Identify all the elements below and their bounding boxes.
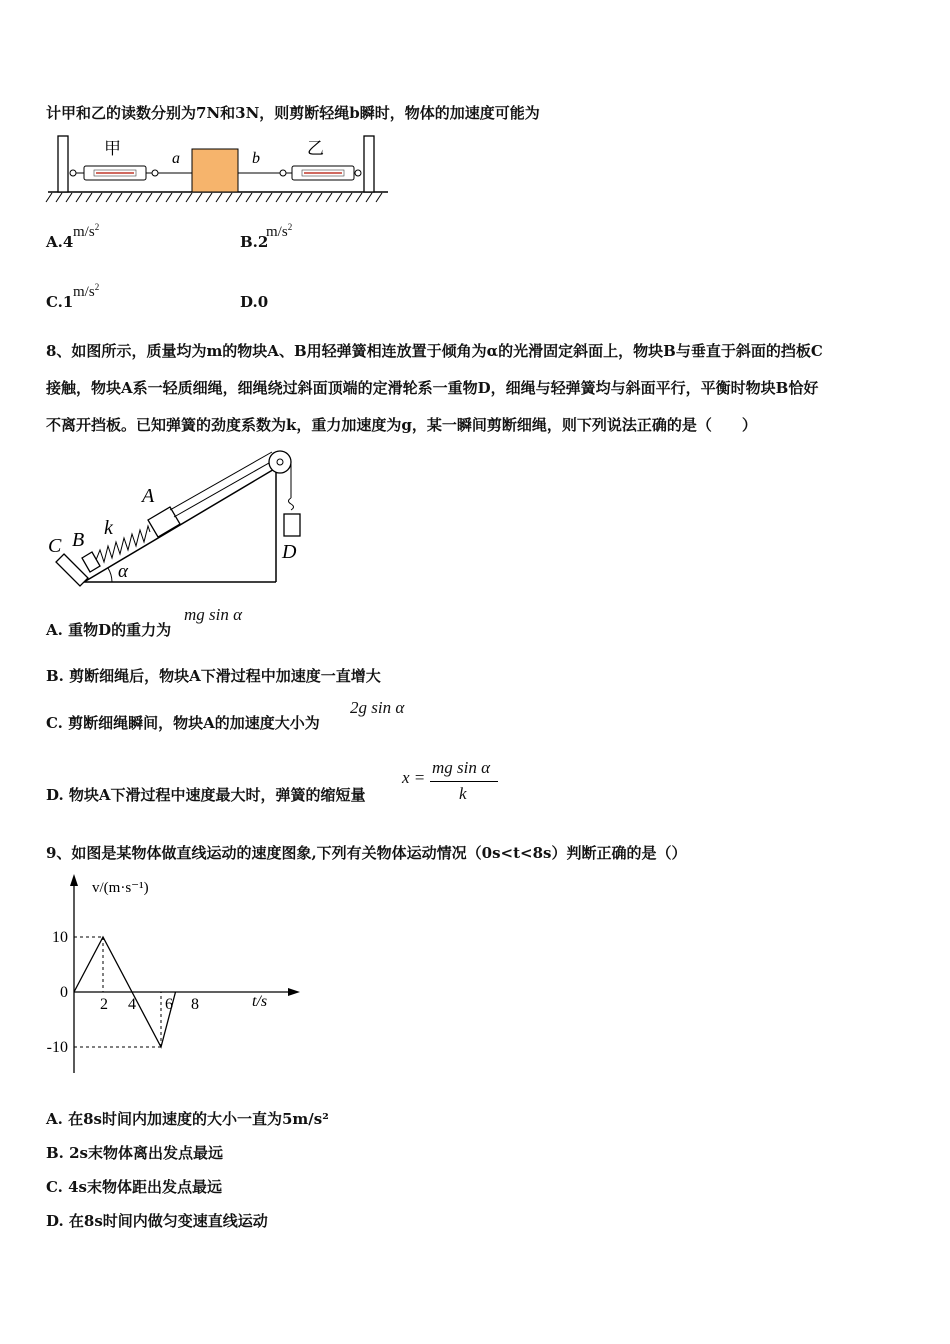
x-tick-label: 8	[191, 996, 199, 1013]
q7-figure	[44, 132, 390, 210]
x-tick-label: 6	[165, 996, 173, 1013]
label-rope-b: b	[252, 150, 260, 167]
q7-option-b[interactable]: B.2	[240, 233, 269, 251]
y-tick-label: 10	[52, 929, 68, 946]
x-axis-label: t/s	[252, 993, 268, 1010]
y-axis-label: v/(m·s⁻¹)	[92, 880, 149, 896]
q8-option-d[interactable]: D. 物块A下滑过程中速度最大时，弹簧的缩短量	[46, 786, 366, 804]
q7-option-d[interactable]: D.0	[240, 293, 269, 311]
q7-option-c[interactable]: C.1	[46, 293, 74, 311]
x-tick-label: 4	[128, 996, 136, 1013]
q8-option-d-fraction-bar	[430, 781, 498, 782]
label-a: A	[142, 485, 155, 507]
q7-option-a[interactable]: A.4	[46, 233, 74, 251]
y-tick-label: -10	[46, 1039, 68, 1056]
q9-stem: 9、如图是某物体做直线运动的速度图象,下列有关物体运动情况（0s<t<8s）判断正确的是（）	[46, 844, 687, 862]
q9-option-d[interactable]: D. 在8s时间内做匀变速直线运动	[46, 1212, 268, 1230]
q9-option-c[interactable]: C. 4s末物体距出发点最远	[46, 1178, 223, 1196]
q8-option-c-formula: 2g sin α	[350, 698, 405, 717]
q8-option-a-formula: mg sin α	[184, 605, 243, 624]
q8-option-a[interactable]: A. 重物D的重力为	[46, 621, 172, 639]
y-axis-arrow	[70, 874, 78, 886]
q8-option-d-lhs: x =	[402, 768, 426, 787]
q8-option-d-numerator: mg sin α	[432, 758, 491, 777]
label-d: D	[282, 541, 297, 563]
q8-option-d-denominator: k	[459, 784, 467, 803]
label-c: C	[48, 535, 62, 557]
q7-option-a-unit: $m/s^2$	[73, 222, 100, 240]
label-jia: 甲	[104, 139, 121, 158]
q7-option-b-unit: $m/s^2$	[266, 222, 293, 240]
q8-stem-line3: 不离开挡板。已知弹簧的劲度系数为k，重力加速度为g，某一瞬间剪断细绳，则下列说法正确的是（ ）	[46, 416, 757, 434]
q8-stem-line1: 8、如图所示，质量均为m的物块A、B用轻弹簧相连放置于倾角为α的光滑固定斜面上，物块B与垂直于斜面的挡板C	[46, 342, 823, 360]
y-tick-label: 0	[60, 984, 68, 1001]
q8-option-b[interactable]: B. 剪断细绳后，物块A下滑过程中加速度一直增大	[46, 667, 381, 685]
q9-option-a[interactable]: A. 在8s时间内加速度的大小一直为5m/s²	[46, 1110, 329, 1128]
x-tick-label: 2	[100, 996, 108, 1013]
q9-velocity-chart	[40, 868, 310, 1082]
q8-stem-line2: 接触，物块A系一轻质细绳，细绳绕过斜面顶端的定滑轮系一重物D，细绳与轻弹簧均与斜面平行，平衡时物块B恰好	[46, 379, 819, 397]
label-alpha: α	[118, 561, 128, 582]
q9-option-b[interactable]: B. 2s末物体离出发点最远	[46, 1144, 224, 1162]
label-rope-a: a	[172, 150, 180, 167]
q7-stem: 计甲和乙的读数分别为7N和3N，则剪断轻绳b瞬时，物体的加速度可能为	[46, 104, 540, 122]
label-yi: 乙	[307, 139, 324, 158]
label-b: B	[72, 529, 85, 551]
q8-incline-figure	[44, 446, 314, 588]
label-k: k	[104, 517, 113, 539]
q8-option-c[interactable]: C. 剪断细绳瞬间，物块A的加速度大小为	[46, 714, 320, 732]
x-axis-arrow	[288, 988, 300, 996]
q7-option-c-unit: $m/s^2$	[73, 282, 100, 300]
